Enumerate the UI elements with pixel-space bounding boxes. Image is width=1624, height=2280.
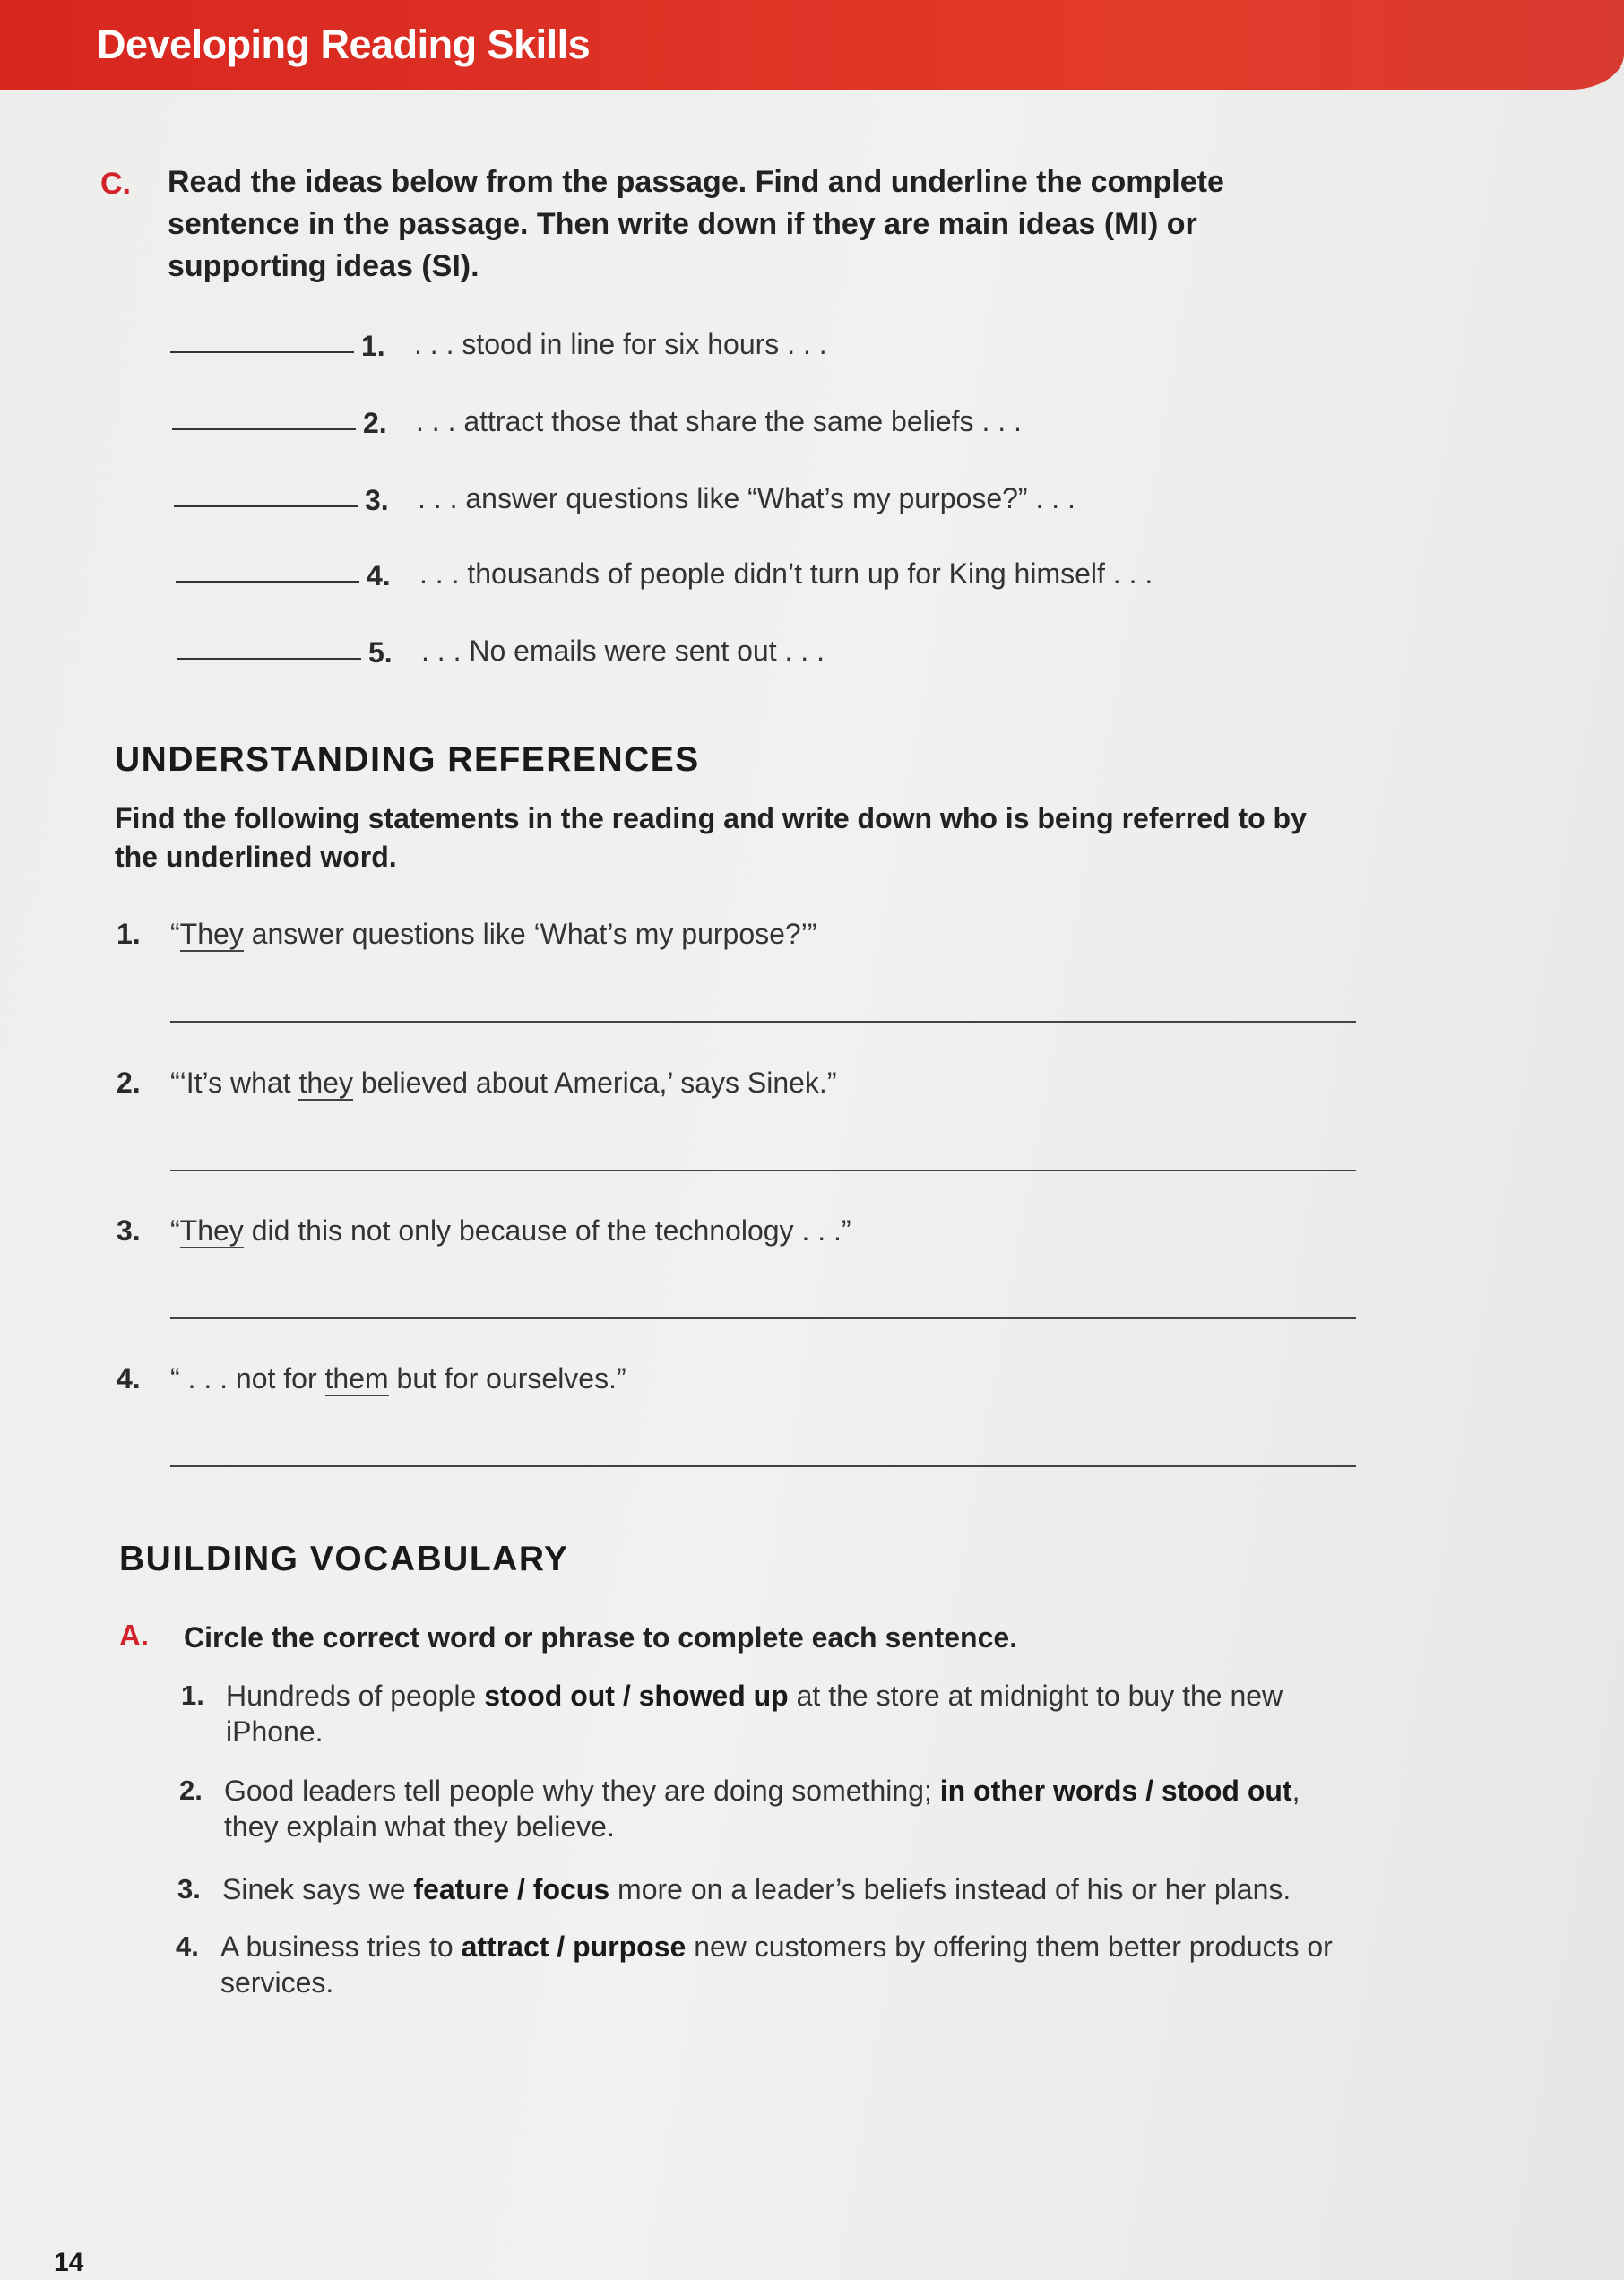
vocabulary-sentence: [222, 1871, 1361, 1907]
sentence-post: , they explain what they believe.: [224, 1775, 1300, 1843]
reference-statement: [170, 918, 816, 951]
answer-blank[interactable]: [174, 505, 358, 507]
header-banner: [0, 0, 1624, 90]
underlined-word: They: [179, 1214, 244, 1247]
sentence-pre: A business tries to: [220, 1930, 462, 1963]
answer-blank[interactable]: [176, 581, 359, 583]
sentence-pre: Good leaders tell people why they are doing something;: [224, 1775, 940, 1807]
statement-pre: “‘It’s what: [170, 1067, 299, 1099]
exercise-label-c: C.: [100, 167, 131, 201]
word-choices[interactable]: feature / focus: [413, 1873, 610, 1905]
idea-text: . . . No emails were sent out . . .: [421, 635, 825, 667]
item-number: 1.: [361, 330, 385, 362]
references-instructions: Find the following statements in the reading and write down who is being referred to by the underlined word.: [115, 802, 1307, 873]
reference-statement: [170, 1214, 851, 1248]
answer-blank[interactable]: [172, 428, 356, 430]
item-number: 2.: [179, 1775, 203, 1806]
vocabulary-sentence: [226, 1678, 1364, 1749]
item-number: 1.: [117, 918, 141, 950]
item-number: 4.: [367, 559, 391, 592]
vocabulary-sentence: [220, 1929, 1359, 2000]
sentence-post: more on a leader’s beliefs instead of his or her plans.: [609, 1873, 1291, 1905]
answer-line[interactable]: [170, 1021, 1356, 1023]
answer-line[interactable]: [170, 1170, 1356, 1171]
exercise-c-instructions: Read the ideas below from the passage. Find and underline the complete sentence in the passage. Then write down if they are main ideas (MI) or supporting ideas (SI).: [168, 165, 1224, 283]
page-number: 14: [54, 2248, 84, 2277]
word-choices[interactable]: stood out / showed up: [484, 1680, 789, 1712]
item-number: 3.: [365, 484, 389, 516]
statement-pre: “: [170, 918, 180, 950]
statement-pre: “: [170, 1214, 180, 1247]
statement-pre: “ . . . not for: [170, 1362, 325, 1395]
item-number: 2.: [117, 1067, 141, 1099]
exercise-label-a: A.: [119, 1619, 149, 1652]
reference-statement: [170, 1362, 626, 1395]
answer-line[interactable]: [170, 1465, 1356, 1467]
item-number: 4.: [176, 1930, 199, 1962]
idea-text: . . . answer questions like “What’s my purpose?” . . .: [418, 482, 1075, 514]
underlined-word: them: [324, 1362, 389, 1395]
idea-text: . . . thousands of people didn’t turn up for King himself . . .: [419, 557, 1153, 590]
word-choices[interactable]: in other words / stood out: [939, 1775, 1292, 1807]
vocabulary-instructions: Circle the correct word or phrase to complete each sentence.: [184, 1621, 1018, 1654]
underlined-word: they: [298, 1067, 353, 1099]
idea-text: . . . stood in line for six hours . . .: [414, 328, 827, 360]
vocabulary-heading: BUILDING VOCABULARY: [119, 1540, 569, 1578]
item-number: 4.: [117, 1362, 141, 1395]
statement-post: did this not only because of the technology . . .”: [243, 1214, 851, 1247]
statement-post: believed about America,’ says Sinek.”: [352, 1067, 837, 1099]
reference-statement: [170, 1067, 836, 1100]
item-number: 2.: [363, 407, 387, 439]
sentence-pre: Hundreds of people: [226, 1680, 485, 1712]
idea-text: . . . attract those that share the same beliefs . . .: [416, 405, 1022, 437]
references-heading: UNDERSTANDING REFERENCES: [115, 740, 700, 779]
sentence-post: at the store at midnight to buy the new iPhone.: [226, 1680, 1283, 1748]
underlined-word: They: [179, 918, 244, 950]
section-title: Developing Reading Skills: [97, 22, 591, 67]
word-choices[interactable]: attract / purpose: [461, 1930, 687, 1963]
statement-post: answer questions like ‘What’s my purpose?’”: [243, 918, 817, 950]
sentence-pre: Sinek says we: [222, 1873, 414, 1905]
answer-blank[interactable]: [170, 351, 354, 353]
answer-blank[interactable]: [177, 658, 361, 660]
vocabulary-sentence: [224, 1773, 1353, 1844]
item-number: 3.: [177, 1873, 201, 1904]
item-number: 1.: [181, 1680, 204, 1711]
item-number: 5.: [368, 636, 393, 669]
sentence-post: new customers by offering them better products or services.: [220, 1930, 1333, 1999]
statement-post: but for ourselves.”: [388, 1362, 626, 1395]
item-number: 3.: [117, 1214, 141, 1247]
answer-line[interactable]: [170, 1317, 1356, 1319]
